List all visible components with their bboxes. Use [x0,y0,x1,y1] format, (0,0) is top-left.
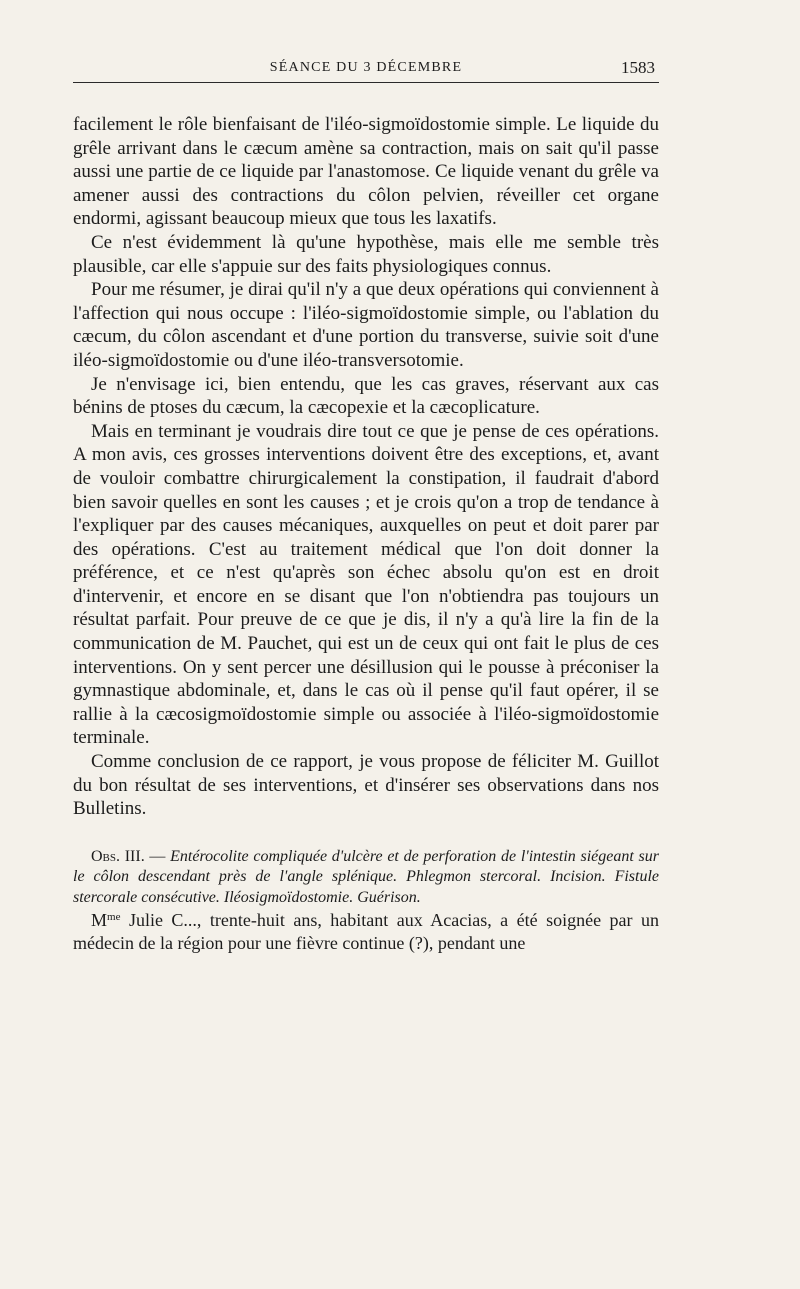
paragraph: Je n'envisage ici, bien entendu, que les cas graves, réservant aux cas bénins de ptoses du cæcum, la cæcopexie et la cæcoplicature. [73,373,659,419]
paragraph: Pour me résumer, je dirai qu'il n'y a que deux opérations qui conviennent à l'affection qui nous occupe : l'iléo-sigmoïdostomie simple, ou l'ablation du cæcum, du côlon ascendant et d'une portion du transverse, suivie soit d'une iléo-sigmoïdostomie ou d'une iléo-transversotomie. [73,279,659,371]
observation-title: Entérocolite compliquée d'ulcère et de perforation de l'intestin siégeant sur le côlon descendant près de l'angle splénique. Phlegmon stercoral. Incision. Fistule stercorale consécutive. Iléosigmoïdostomie. Guérison. [73,847,660,906]
page-header [73,50,659,83]
observation-body [73,909,659,955]
paragraph: Ce n'est évidemment là qu'une hypothèse, mais elle me semble très plausible, car elle s'appuie sur des faits physiologiques connus. [73,231,659,277]
salutation: M [91,909,108,930]
observation-block [73,847,659,955]
document-page [73,50,659,955]
running-title: SÉANCE DU 3 DÉCEMBRE [269,60,463,75]
page-number: 1583 [621,58,655,77]
salutation-superscript: me [107,910,121,923]
paragraph: facilement le rôle bienfaisant de l'iléo-sigmoïdostomie simple. Le liquide du grêle arrivant dans le cæcum amène sa contraction, mais on sait qu'il passe aussi une partie de ce liquide par l'anastomose. Ce liquide venant du grêle va amener aussi des contractions du côlon pelvien, réveiller cet organe endormi, agissant beaucoup mieux que tous les laxatifs. [73,114,659,230]
conclusion-paragraph: Comme conclusion de ce rapport, je vous propose de féliciter M. Guillot du bon résultat de ses interventions, et d'insérer ses observations dans nos Bulletins. [73,751,659,820]
observation-text: Julie C..., trente-huit ans, habitant aux Acacias, a été soignée par un médecin de la région pour une fièvre continue (?), pendant une [73,909,659,953]
observation-heading [73,847,659,909]
body-text [73,113,659,821]
paragraph: Mais en terminant je voudrais dire tout ce que je pense de ces opérations. A mon avis, ces grosses interventions doivent être des exceptions, et, avant de vouloir combattre chirurgicalement la constipation, il faudrait d'abord bien savoir quelles en sont les causes ; et je crois qu'on a trop de tendance à l'expliquer par des causes mécaniques, auxquelles on peut et doit parer par des opérations. C'est au traitement médical que l'on doit donner la préférence, et ce n'est qu'après son échec absolu qu'on est en droit d'intervenir, et encore en se disant que l'on n'obtiendra pas toujours un résultat parfait. Pour preuve de ce que je dis, il n'y a qu'à lire la fin de la communication de M. Pauchet, qui est un de ceux qui ont fait le plus de ces interventions. On y sent percer une désillusion qui le pousse à préconiser la gymnastique abdominale, et, dans le cas où il pense qu'il faut opérer, il se rallie à la cæcosigmoïdostomie simple ou associée à l'iléo-sigmoïdostomie terminale. [73,420,659,749]
observation-label: Obs. III. — [91,847,171,865]
